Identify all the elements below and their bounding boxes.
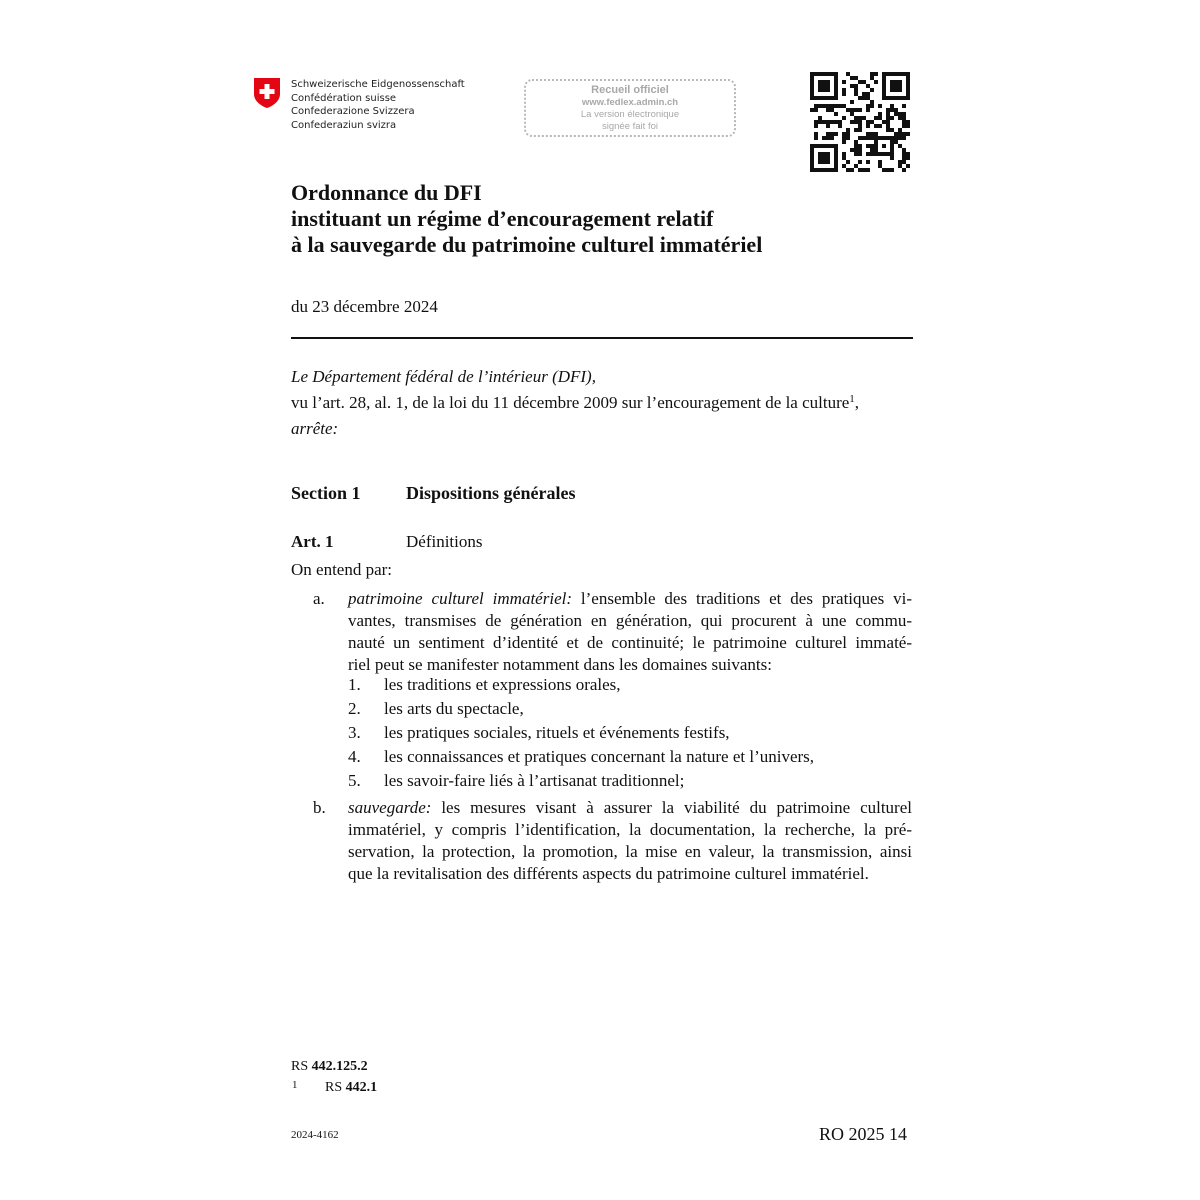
- definition-b-line: servation, la protection, la promotion, la mise en valeur, la transmission, ainsi: [348, 842, 912, 861]
- list-item-text: les pratiques sociales, rituels et événements festifs,: [384, 723, 730, 742]
- list-item-number: 3.: [348, 723, 361, 742]
- confed-name-fr: Confédération suisse: [291, 92, 397, 104]
- definition-a-line: patrimoine culturel immatériel: l’ensemble des traditions et des pratiques vi-: [348, 589, 912, 608]
- list-item-number: 2.: [348, 699, 361, 718]
- definition-b-line: sauvegarde: les mesures visant à assurer la viabilité du patrimoine culturel: [348, 798, 912, 817]
- definition-b-term: sauvegarde:: [348, 798, 432, 817]
- footnote-text: RS 442.1: [325, 1080, 378, 1095]
- title-line-1: Ordonnance du DFI: [291, 180, 482, 205]
- rs-number: RS 442.125.2: [291, 1059, 368, 1074]
- definition-a-marker: a.: [313, 589, 325, 608]
- horizontal-rule: [291, 337, 913, 339]
- definition-b-line: immatériel, y compris l’identification, la documentation, la recherche, la pré-: [348, 820, 912, 839]
- title-line-3: à la sauvegarde du patrimoine culturel immatériel: [291, 232, 763, 257]
- preamble-basis: [291, 392, 859, 414]
- list-item-number: 1.: [348, 675, 361, 694]
- qr-code-icon: [810, 72, 910, 172]
- definition-a-line: riel peut se manifester notamment dans les domaines suivants:: [348, 655, 772, 674]
- definition-a-text: [348, 588, 912, 676]
- article-intro: On entend par:: [291, 560, 393, 579]
- section-number: Section 1: [291, 483, 361, 503]
- stamp-line-2: signée fait foi: [602, 121, 658, 132]
- definition-a-term: patrimoine culturel immatériel:: [348, 589, 572, 608]
- ro-reference: RO 2025 14: [819, 1124, 908, 1144]
- stamp-url: www.fedlex.admin.ch: [581, 97, 679, 108]
- title-line-2: instituant un régime d’encouragement relatif: [291, 206, 714, 231]
- preamble-authority: Le Département fédéral de l’intérieur (DFI),: [291, 367, 596, 386]
- section-title: Dispositions générales: [406, 483, 576, 503]
- definition-a-line: vantes, transmises de génération en génération, qui procurent à une commu-: [348, 611, 912, 630]
- confed-name-de: Schweizerische Eidgenossenschaft: [291, 79, 465, 90]
- confederation-names: [291, 78, 465, 132]
- preamble-basis-end: ,: [854, 393, 860, 412]
- list-item-text: les savoir-faire liés à l’artisanat traditionnel;: [384, 771, 685, 790]
- list-item-number: 5.: [348, 771, 361, 790]
- stamp-title: Recueil officiel: [591, 84, 669, 96]
- article-title: Définitions: [406, 532, 483, 551]
- footnote-reference[interactable]: 1: [849, 393, 855, 405]
- definition-b-marker: b.: [313, 798, 326, 817]
- preamble-decrees: arrête:: [291, 419, 339, 438]
- footnote-marker: 1: [292, 1079, 298, 1091]
- confed-name-it: Confederazione Svizzera: [291, 106, 415, 117]
- definition-b-text: [348, 797, 912, 885]
- list-item-text: les connaissances et pratiques concernant la nature et l’univers,: [384, 747, 815, 766]
- official-stamp: [524, 79, 736, 137]
- confed-name-rm: Confederaziun svizra: [291, 119, 397, 131]
- swiss-flag-icon: [253, 77, 281, 109]
- preamble-basis-text: vu l’art. 28, al. 1, de la loi du 11 décembre 2009 sur l’encouragement de la culture: [291, 393, 850, 412]
- rs-number-value: 442.125.2: [311, 1059, 368, 1074]
- list-item-number: 4.: [348, 747, 361, 766]
- document-date: du 23 décembre 2024: [291, 297, 438, 316]
- document-id: 2024-4162: [291, 1129, 339, 1141]
- list-item-text: les traditions et expressions orales,: [384, 675, 621, 694]
- definition-a-line: nauté un sentiment d’identité et de continuité; le patrimoine culturel immaté-: [348, 633, 912, 652]
- definition-b-line: que la revitalisation des différents aspects du patrimoine culturel immatériel.: [348, 864, 869, 883]
- list-item-text: les arts du spectacle,: [384, 699, 524, 718]
- stamp-line-1: La version électronique: [580, 109, 680, 120]
- document-title: [291, 180, 762, 258]
- article-number: Art. 1: [291, 532, 334, 551]
- footnote-rs-value: 442.1: [345, 1080, 378, 1095]
